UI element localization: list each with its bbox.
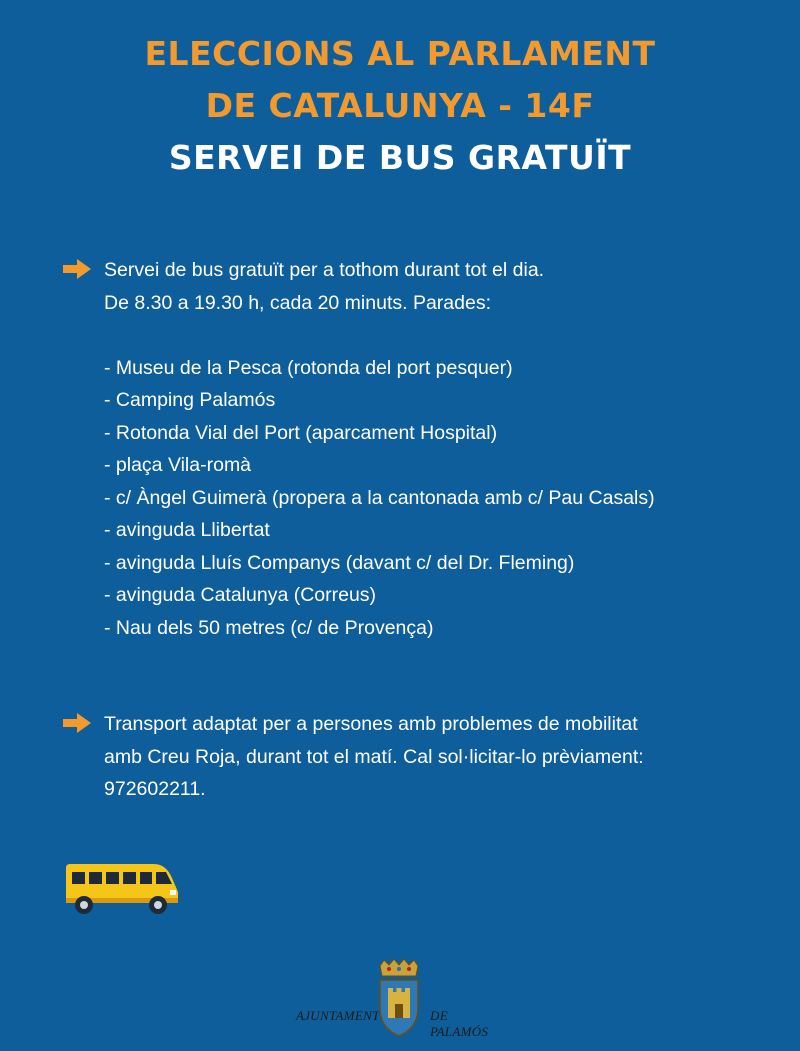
coat-of-arms-icon bbox=[374, 958, 424, 1038]
logo-text-right: DE PALAMÓS bbox=[430, 1008, 489, 1039]
title-line-2: DE CATALUNYA - 14F bbox=[205, 86, 595, 125]
list-item: - avinguda Llibertat bbox=[104, 519, 270, 541]
adapted-transport-line-2: amb Creu Roja, durant tot el matí. Cal sol·licitar-lo prèviament: bbox=[104, 745, 644, 768]
list-item: - Rotonda Vial del Port (aparcament Hospital) bbox=[104, 421, 498, 444]
list-item: - avinguda Catalunya (Correus) bbox=[104, 584, 377, 606]
bus-service-text bbox=[104, 254, 752, 644]
bus-service-line-1: Servei de bus gratuït per a tothom durant tot el dia. bbox=[104, 259, 545, 281]
list-item: - Museu de la Pesca (rotonda del port pesquer) bbox=[104, 356, 513, 379]
list-item: - c/ Àngel Guimerà (propera a la cantonada amb c/ Pau Casals) bbox=[104, 486, 655, 509]
list-item: - Nau dels 50 metres (c/ de Provença) bbox=[104, 616, 434, 639]
bus-service-line-2: De 8.30 a 19.30 h, cada 20 minuts. Parades: bbox=[104, 291, 492, 314]
adapted-transport-phone: 972602211. bbox=[104, 778, 206, 800]
bus-service-section bbox=[62, 254, 752, 644]
list-item: - avinguda Lluís Companys (davant c/ del Dr. Fleming) bbox=[104, 551, 575, 574]
adapted-transport-line-1: Transport adaptat per a persones amb problemes de mobilitat bbox=[104, 713, 638, 735]
ajuntament-logo bbox=[296, 958, 506, 1038]
stops-list bbox=[104, 352, 752, 645]
title-block bbox=[0, 28, 800, 184]
school-bus-icon bbox=[62, 862, 182, 918]
list-item: - plaça Vila-romà bbox=[104, 454, 252, 476]
list-item: - Camping Palamós bbox=[104, 389, 276, 411]
title-line-3: SERVEI DE BUS GRATUÏT bbox=[168, 138, 632, 177]
adapted-transport-section bbox=[62, 708, 752, 806]
logo-text-left: AJUNTAMENT bbox=[296, 1008, 380, 1023]
arrow-right-icon bbox=[62, 712, 92, 734]
arrow-right-icon bbox=[62, 258, 92, 280]
title-line-1: ELECCIONS AL PARLAMENT bbox=[144, 34, 656, 73]
adapted-transport-text bbox=[104, 708, 752, 806]
